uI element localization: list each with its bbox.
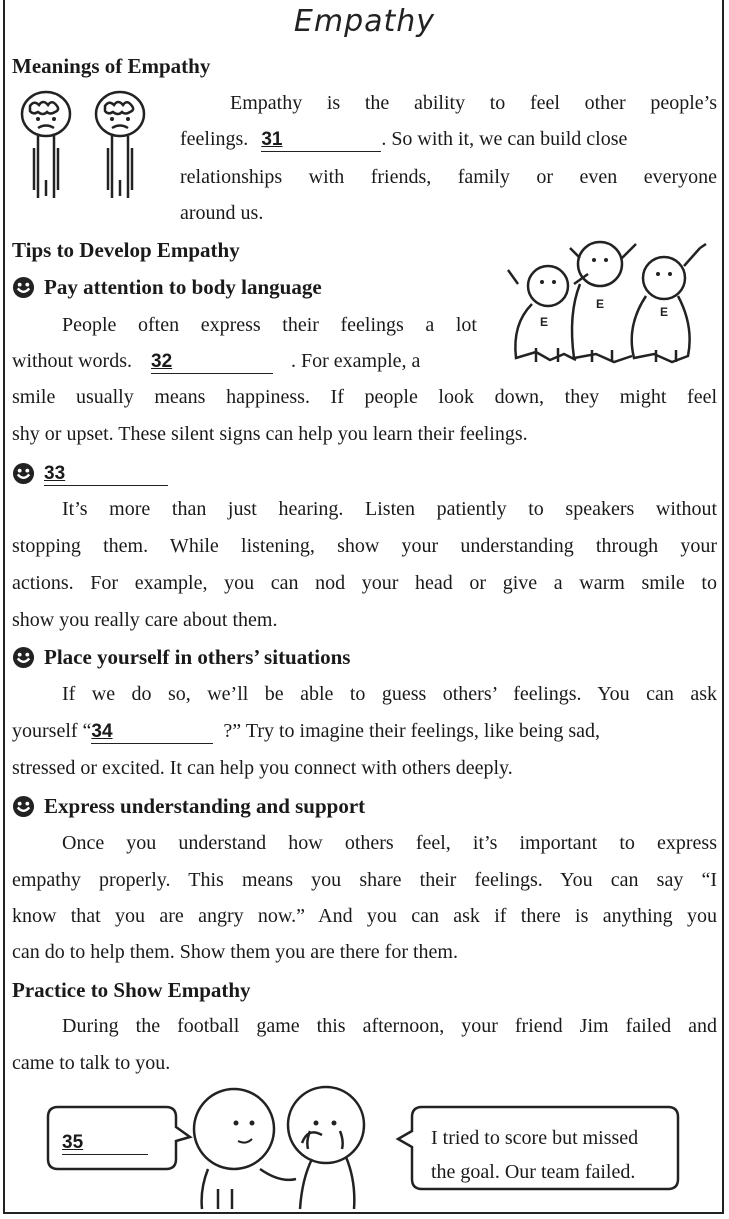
meanings-line-4: around us. [180, 202, 264, 224]
tip-heading-support [12, 794, 365, 819]
blank-35-line [62, 1131, 148, 1155]
listening-line-2: stopping them. While listening, show your understanding through your [12, 535, 717, 557]
hero-badge-2: E [596, 297, 605, 311]
page-title: Empathy [293, 4, 436, 39]
two-faces-illustration [10, 88, 160, 206]
listening-line-1: It’s more than just hearing. Listen patiently to speakers without [62, 498, 717, 520]
blank-31-number: 31 [261, 129, 283, 150]
speech-bubble-line-1: I tried to score but missed [431, 1127, 639, 1149]
smiley-icon [12, 795, 35, 818]
situations-line-2 [12, 720, 600, 744]
situations-line-1: If we do so, we’ll be able to guess others’ feelings. You can ask [62, 683, 717, 705]
support-line-3: know that you are angry now.” And you can ask if there is anything you [12, 905, 717, 927]
body-language-line-2 [12, 350, 420, 374]
body-language-line-2-start: without words. [12, 350, 132, 372]
practice-line-2: came to talk to you. [12, 1052, 171, 1074]
blank-33[interactable] [44, 460, 168, 486]
blank-34-number: 34 [91, 721, 113, 742]
smiley-icon [12, 646, 35, 669]
meanings-line-2-start: feelings. [180, 128, 249, 150]
meanings-line-1: Empathy is the ability to feel other people’s [230, 92, 717, 114]
support-line-2: empathy properly. This means you share their feelings. You can say “I [12, 869, 717, 891]
hero-badge-3: E [660, 305, 669, 319]
blank-33-number: 33 [44, 463, 66, 484]
section-heading-practice: Practice to Show Empathy [12, 978, 251, 1002]
blank-31[interactable] [261, 128, 381, 152]
meanings-line-2-end: . So with it, we can build close [381, 128, 628, 150]
blank-32[interactable] [151, 350, 273, 374]
situations-line-2-end: ?” Try to imagine their feelings, like being sad, [223, 720, 601, 742]
practice-line-1: During the football game this afternoon, your friend Jim failed and [62, 1015, 717, 1037]
blank-35[interactable] [62, 1131, 148, 1155]
situations-line-3: stressed or excited. It can help you connect with others deeply. [12, 757, 513, 779]
support-line-1: Once you understand how others feel, it’s important to express [62, 832, 717, 854]
blank-34[interactable] [91, 720, 213, 744]
body-language-line-1: People often express their feelings a lot [62, 314, 477, 336]
tip-heading-situations [12, 645, 350, 670]
situations-line-2-start: yourself “ [12, 720, 92, 742]
meanings-line-3: relationships with friends, family or even everyone [180, 166, 717, 188]
speech-bubble-line-2: the goal. Our team failed. [431, 1161, 636, 1183]
tip-body-language-label: Pay attention to body language [44, 275, 322, 299]
tip-situations-label: Place yourself in others’ situations [44, 645, 351, 669]
heroes-illustration [500, 238, 720, 364]
body-language-line-3: smile usually means happiness. If people look down, they might feel [12, 386, 717, 408]
body-language-line-4: shy or upset. These silent signs can help you learn their feelings. [12, 423, 528, 445]
listening-line-3: actions. For example, you can nod your head or give a warm smile to [12, 572, 717, 594]
section-heading-tips: Tips to Develop Empathy [12, 238, 240, 262]
smiley-icon [12, 462, 35, 485]
meanings-line-2 [180, 128, 627, 152]
tip-heading-33 [12, 460, 168, 486]
tip-support-label: Express understanding and support [44, 794, 366, 818]
hero-badge-1: E [540, 315, 549, 329]
section-heading-meanings: Meanings of Empathy [12, 54, 211, 78]
body-language-line-2-end: . For example, a [291, 350, 421, 372]
blank-32-number: 32 [151, 351, 173, 372]
smiley-icon [12, 276, 35, 299]
support-line-4: can do to help them. Show them you are there for them. [12, 941, 458, 963]
blank-35-number: 35 [62, 1132, 84, 1153]
tip-heading-body-language [12, 275, 322, 300]
listening-line-4: show you really care about them. [12, 609, 278, 631]
